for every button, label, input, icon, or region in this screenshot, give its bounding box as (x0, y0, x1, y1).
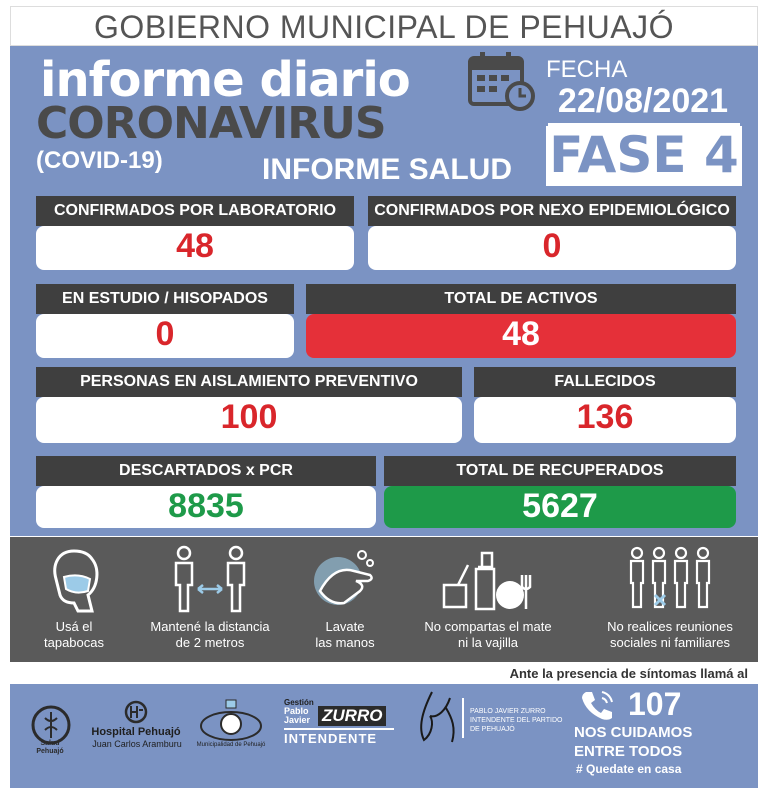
page-banner: GOBIERNO MUNICIPAL DE PEHUAJÓ (10, 6, 758, 46)
tip-no-share: No compartas el mate ni la vajilla (408, 537, 568, 662)
recuperados-header: TOTAL DE RECUPERADOS (384, 456, 736, 486)
hospital-name: Hospital Pehuajó (91, 726, 181, 738)
emergency-phone: 107 (628, 686, 682, 722)
no-sharing-icon (438, 545, 538, 615)
total-activos-value: 48 (306, 314, 736, 358)
municipality-name: Municipalidad de Pehuajó (196, 742, 266, 748)
tip-distance: Mantené la distancia de 2 metros (135, 537, 285, 662)
calendar-icon (468, 48, 536, 112)
aislamiento-header: PERSONAS EN AISLAMIENTO PREVENTIVO (36, 367, 462, 397)
confirmados-lab-header: CONFIRMADOS POR LABORATORIO (36, 196, 354, 226)
hashtag: # Quedate en casa (576, 762, 682, 776)
fallecidos-header: FALLECIDOS (474, 367, 736, 397)
slogan-line1: NOS CUIDAMOS (574, 724, 693, 741)
distance-icon (170, 545, 250, 615)
phase-label: FASE 4 (549, 126, 739, 184)
coronavirus-title: CORONAVIRUS (36, 98, 386, 149)
signature-icon (412, 688, 460, 748)
phone-icon (578, 688, 618, 722)
gestion-label: Gestión (284, 698, 314, 707)
descartados-header: DESCARTADOS x PCR (36, 456, 376, 486)
confirmados-nexo-value: 0 (368, 226, 736, 270)
en-estudio-header: EN ESTUDIO / HISOPADOS (36, 284, 294, 314)
no-gathering-icon (625, 545, 715, 615)
zurro-first-names: Pablo Javier (284, 706, 311, 725)
aislamiento-value: 100 (36, 397, 462, 443)
salud-logo-text: Salud Pehuajó (36, 740, 64, 755)
wash-hands-icon (310, 545, 380, 615)
slogan-line2: ENTRE TODOS (574, 743, 683, 760)
report-title: informe diario (40, 52, 410, 108)
report-date: 22/08/2021 (557, 82, 729, 120)
total-activos-header: TOTAL DE ACTIVOS (306, 284, 736, 314)
symptoms-notice: Ante la presencia de síntomas llamá al (10, 664, 758, 684)
tip-no-gathering: No realices reuniones sociales ni familiares (590, 537, 750, 662)
descartados-value: 8835 (36, 486, 376, 528)
intendente-label: INTENDENTE (284, 728, 394, 746)
informe-salud-title: INFORME SALUD (262, 153, 512, 186)
signature-divider (462, 698, 464, 738)
en-estudio-value: 0 (36, 314, 294, 358)
zurro-name: ZURRO (318, 706, 386, 726)
signature-caption: PABLO JAVIER ZURRO INTENDENTE DEL PARTIDO DE PEHUAJÓ (470, 708, 563, 733)
tip-mask: Usá el tapabocas (18, 537, 130, 662)
covid-subtitle: (COVID-19) (36, 147, 163, 174)
confirmados-lab-value: 48 (36, 226, 354, 270)
fallecidos-value: 136 (474, 397, 736, 443)
recuperados-value: 5627 (384, 486, 736, 528)
hospital-logo-icon (122, 700, 150, 724)
date-label: FECHA (546, 56, 628, 83)
face-mask-icon (44, 545, 104, 615)
tip-wash: Lavate las manos (295, 537, 395, 662)
confirmados-nexo-header: CONFIRMADOS POR NEXO EPIDEMIOLÓGICO (368, 196, 736, 226)
prevention-tips (10, 537, 758, 662)
hospital-subtitle: Juan Carlos Aramburu (92, 739, 182, 749)
